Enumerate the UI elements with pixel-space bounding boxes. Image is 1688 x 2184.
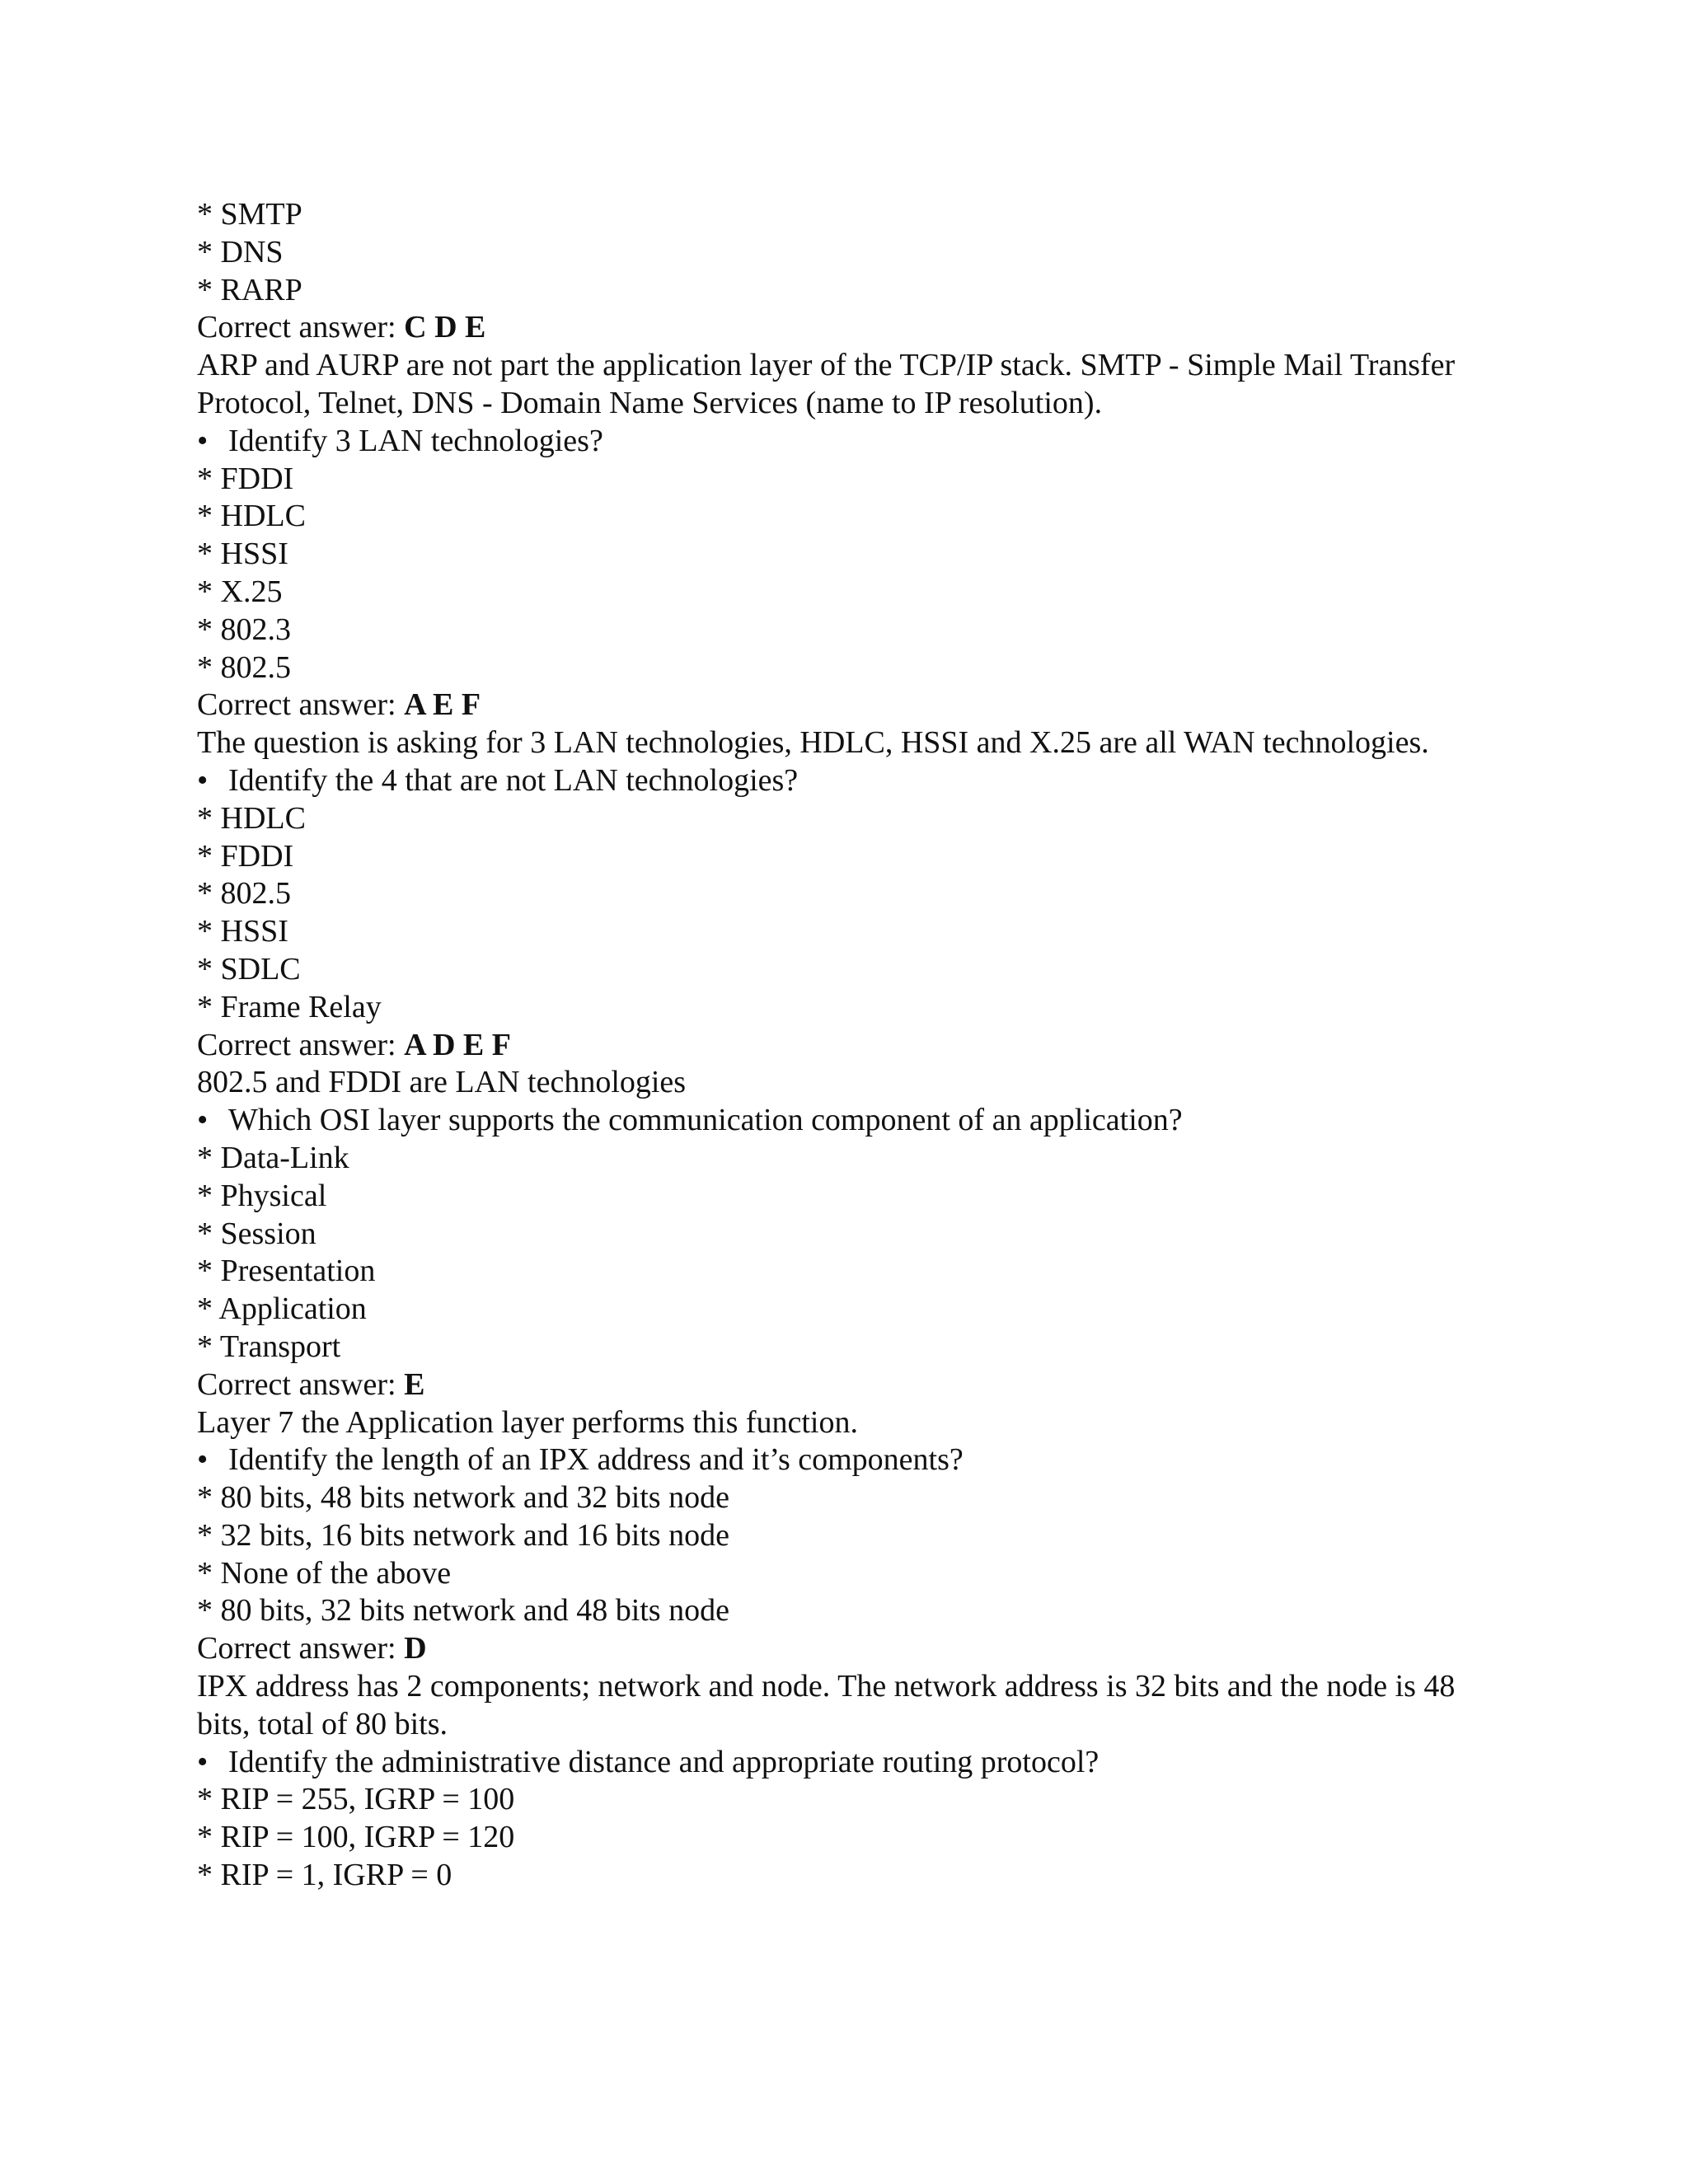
answer-option: * SMTP — [197, 197, 302, 232]
answer-option: * HSSI — [197, 914, 288, 949]
answer-option: * X.25 — [197, 574, 283, 609]
answer-option: * HSSI — [197, 537, 288, 572]
answer-option: * Physical — [197, 1178, 327, 1213]
bullet-icon: • — [197, 762, 209, 798]
explanation: ARP and AURP are not part the application layer of the TCP/IP stack. SMTP - Simple Mail Transfer Protocol, Telnet, DNS - Domain Name Services (name to IP resolution). — [197, 348, 1456, 420]
answer-option: * SDLC — [197, 951, 301, 987]
explanation: 802.5 and FDDI are LAN technologies — [197, 1065, 687, 1100]
question-text: Identify the administrative distance and appropriate routing protocol? — [228, 1744, 1100, 1779]
correct-answer — [197, 1630, 1499, 1668]
correct-answer-label: Correct answer: — [197, 1027, 405, 1062]
question-block — [197, 1102, 1499, 1441]
answer-option: * RIP = 1, IGRP = 0 — [197, 1858, 452, 1893]
document-page — [197, 196, 1499, 1895]
answer-option: * 80 bits, 48 bits network and 32 bits node — [197, 1480, 729, 1516]
answer-option: * 80 bits, 32 bits network and 48 bits node — [197, 1593, 729, 1629]
answer-option: * 802.5 — [197, 876, 291, 912]
question-block — [197, 196, 1499, 423]
answer-option: * 32 bits, 16 bits network and 16 bits node — [197, 1517, 729, 1553]
question — [197, 423, 1499, 461]
correct-answer-value: D — [404, 1631, 427, 1666]
answer-option: * Application — [197, 1291, 367, 1327]
correct-answer-label: Correct answer: — [197, 310, 405, 345]
answer-option: * RARP — [197, 272, 302, 307]
answer-option: * None of the above — [197, 1555, 452, 1591]
question-block — [197, 423, 1499, 762]
answer-option: * Data-Link — [197, 1140, 349, 1175]
explanation: IPX address has 2 components; network and node. The network address is 32 bits and the node is 48 bits, total of 80 bits. — [197, 1669, 1456, 1741]
question — [197, 1102, 1499, 1140]
question — [197, 1744, 1499, 1782]
question-block — [197, 762, 1499, 1102]
question-block — [197, 1441, 1499, 1743]
bullet-icon: • — [197, 1103, 209, 1138]
question-text: Identify the length of an IPX address and it’s components? — [228, 1442, 964, 1478]
answer-option: * Frame Relay — [197, 989, 382, 1024]
question-text: Identify the 4 that are not LAN technologies? — [228, 762, 799, 798]
bullet-icon: • — [197, 423, 209, 458]
correct-answer-value: A E F — [404, 687, 481, 723]
answer-option: * Session — [197, 1216, 316, 1251]
answer-option: * 802.3 — [197, 612, 291, 647]
correct-answer-label: Correct answer: — [197, 1631, 405, 1666]
answer-option: * FDDI — [197, 461, 294, 496]
correct-answer-label: Correct answer: — [197, 1366, 405, 1402]
answer-option: * FDDI — [197, 838, 294, 874]
correct-answer — [197, 687, 1499, 724]
answer-option: * Presentation — [197, 1254, 376, 1289]
question — [197, 762, 1499, 800]
correct-answer-value: C D E — [404, 310, 486, 345]
correct-answer — [197, 1366, 1499, 1404]
correct-answer-value: A D E F — [404, 1027, 511, 1062]
answer-option: * 802.5 — [197, 649, 291, 685]
question-text: Which OSI layer supports the communication component of an application? — [228, 1103, 1183, 1138]
answer-option: * RIP = 100, IGRP = 120 — [197, 1820, 515, 1855]
answer-option: * HDLC — [197, 800, 306, 836]
answer-option: * DNS — [197, 234, 284, 269]
answer-option: * Transport — [197, 1329, 341, 1364]
answer-option: * RIP = 255, IGRP = 100 — [197, 1782, 515, 1817]
correct-answer-value: E — [404, 1366, 425, 1402]
explanation: Layer 7 the Application layer performs this function. — [197, 1404, 858, 1440]
correct-answer-label: Correct answer: — [197, 687, 405, 723]
bullet-icon: • — [197, 1744, 209, 1779]
bullet-icon: • — [197, 1442, 209, 1478]
question-block — [197, 1744, 1499, 1895]
question-text: Identify 3 LAN technologies? — [228, 423, 603, 458]
correct-answer — [197, 309, 1499, 347]
correct-answer — [197, 1027, 1499, 1065]
question — [197, 1441, 1499, 1479]
answer-option: * HDLC — [197, 499, 306, 534]
explanation: The question is asking for 3 LAN technologies, HDLC, HSSI and X.25 are all WAN technologies. — [197, 725, 1429, 761]
